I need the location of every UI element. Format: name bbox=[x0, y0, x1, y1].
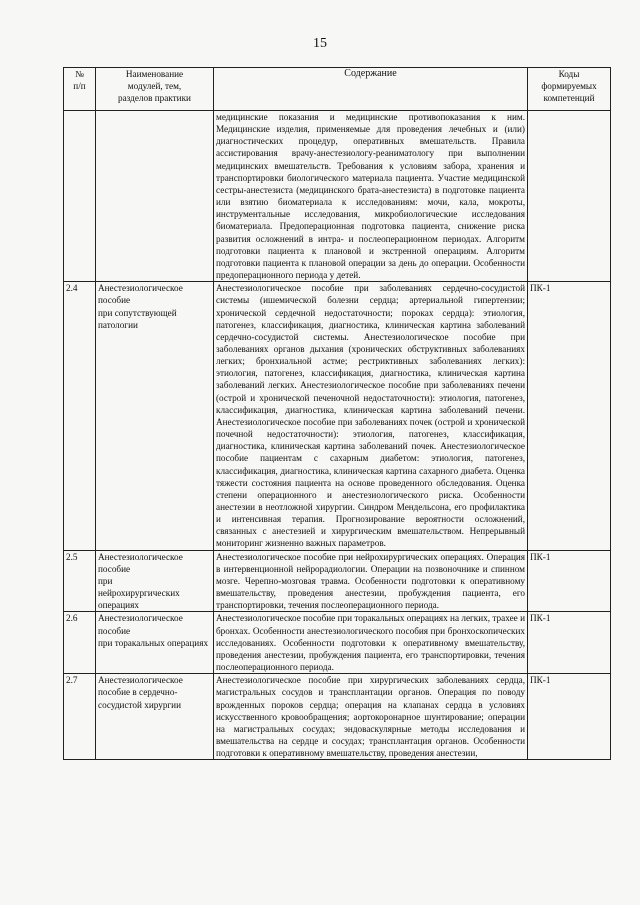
row-module-name: Анестезиологическое пособие при сопутствующей патологии bbox=[96, 282, 214, 550]
row-module-name: Анестезиологическое пособие при торакальных операциях bbox=[96, 612, 214, 674]
row-codes bbox=[528, 111, 611, 282]
table-row bbox=[64, 612, 611, 674]
row-codes: ПК-1 bbox=[528, 612, 611, 674]
row-number: 2.5 bbox=[64, 550, 96, 612]
table-row bbox=[64, 674, 611, 760]
row-content: медицинские показания и медицинские противопоказания к ним. Медицинские изделия, применяемые для проведения лечебных и (или) диагностических процедур, оперативных вмешательств. Правила ассистирования врачу-анестезиологу-реаниматологу при выполнении медицинских вмешательств. Требования к условиям забора, хранения и транспортировки биологического материала пациента. Участие медицинской сестры-анестезиста (медицинского брата-анестезиста) в подготовке пациента или взятию биоматериала к исследованиям: мочи, кала, мокроты, инструментальные исследования, микробиологические исследования биоматериала. Предоперационная подготовка пациента, снижение риска развития осложнений в интра- и послеоперационном периодах. Алгоритм подготовки пациента к плановой и экстренной операциям. Алгоритм подготовки пациента к плановой операции за день до операции. Особенности предоперационного периода у детей. bbox=[214, 111, 528, 282]
row-content: Анестезиологическое пособие при заболеваниях сердечно-сосудистой системы (ишемической болезни сердца; артериальной гипертензии; хронической сердечной недостаточности; пороках сердца): этиология, патогенез, классификация, диагностика, клиническая картина заболеваний сердечно-сосудистой системы. Анестезиологическое пособие при заболеваниях органов дыхания (хронических обструктивных заболеваниях легких; бронхиальной астме; рестриктивных заболеваниях легких): этиология, патогенез, классификация, диагностика, клиническая картина заболеваний легких. Анестезиологическое пособие при заболеваниях печени (острой и хронической печеночной недостаточности): этиология, патогенез, классификация, диагностика, клиническая картина заболеваний печени. Анестезиологическое пособие при заболеваниях почек (острой и хронической почечной недостаточности): этиология, патогенез, классификация, диагностика, клиническая картина заболеваний почек. Анестезиологическое пособие пациентам с сахарным диабетом: этиология, патогенез, классификация, диагностика, клиническая картина сахарного диабета. Оценка тяжести состояния пациента на основе проведенного обследования. Оценка степени операционного и анестезиологического риска. Особенности анестезии в неотложной хирургии. Синдром Мендельсона, его профилактика и интенсивная терапия. Прогнозирование вероятности осложнений, связанных с анестезией и хирургическим вмешательством. Непрерывный мониторинг жизненно важных параметров. bbox=[214, 282, 528, 550]
row-codes: ПК-1 bbox=[528, 674, 611, 760]
header-number: № п/п bbox=[64, 68, 96, 111]
row-content: Анестезиологическое пособие при хирургических заболеваниях сердца, магистральных сосудов и трансплантации органов. Операция по поводу врожденных пороков сердца; операция на клапанах сердца в условиях искусственного кровообращения; аортокоронарное шунтирование; операции на магистральных сосудах; эндоваскулярные методы исследования и вмешательства на сердце и сосудах; трансплантация органов. Особенности подготовки к оперативному вмешательству, проведения анестезии, bbox=[214, 674, 528, 760]
row-codes: ПК-1 bbox=[528, 282, 611, 550]
row-number: 2.7 bbox=[64, 674, 96, 760]
table-header-row bbox=[64, 68, 611, 111]
header-module-name: Наименование модулей, тем, разделов практики bbox=[96, 68, 214, 111]
row-content: Анестезиологическое пособие при торакальных операциях на легких, трахее и бронхах. Особенности анестезиологического пособия при бронхоскопических исследованиях. Особенности подготовки к оперативному вмешательству, проведения анестезии, пробуждения пациента, его транспортировки, течения послеоперационного периода. bbox=[214, 612, 528, 674]
table-row bbox=[64, 282, 611, 550]
header-content: Содержание bbox=[214, 68, 528, 111]
header-competency-codes: Коды формируемых компетенций bbox=[528, 68, 611, 111]
page-number: 15 bbox=[313, 36, 327, 51]
curriculum-table bbox=[63, 67, 611, 760]
row-content: Анестезиологическое пособие при нейрохирургических операциях. Операция в интервенционной нейрорадиологии. Операции на позвоночнике и спинном мозге. Черепно-мозговая травма. Особенности подготовки к оперативному вмешательству, проведения анестезии, пробуждения пациента, его транспортировки, течения послеоперационного периода. bbox=[214, 550, 528, 612]
row-number bbox=[64, 111, 96, 282]
row-module-name: Анестезиологическое пособие при нейрохирургических операциях bbox=[96, 550, 214, 612]
table-row bbox=[64, 111, 611, 282]
row-codes: ПК-1 bbox=[528, 550, 611, 612]
row-number: 2.6 bbox=[64, 612, 96, 674]
row-number: 2.4 bbox=[64, 282, 96, 550]
table-row bbox=[64, 550, 611, 612]
row-module-name bbox=[96, 111, 214, 282]
row-module-name: Анестезиологическое пособие в сердечно-сосудистой хирургии bbox=[96, 674, 214, 760]
